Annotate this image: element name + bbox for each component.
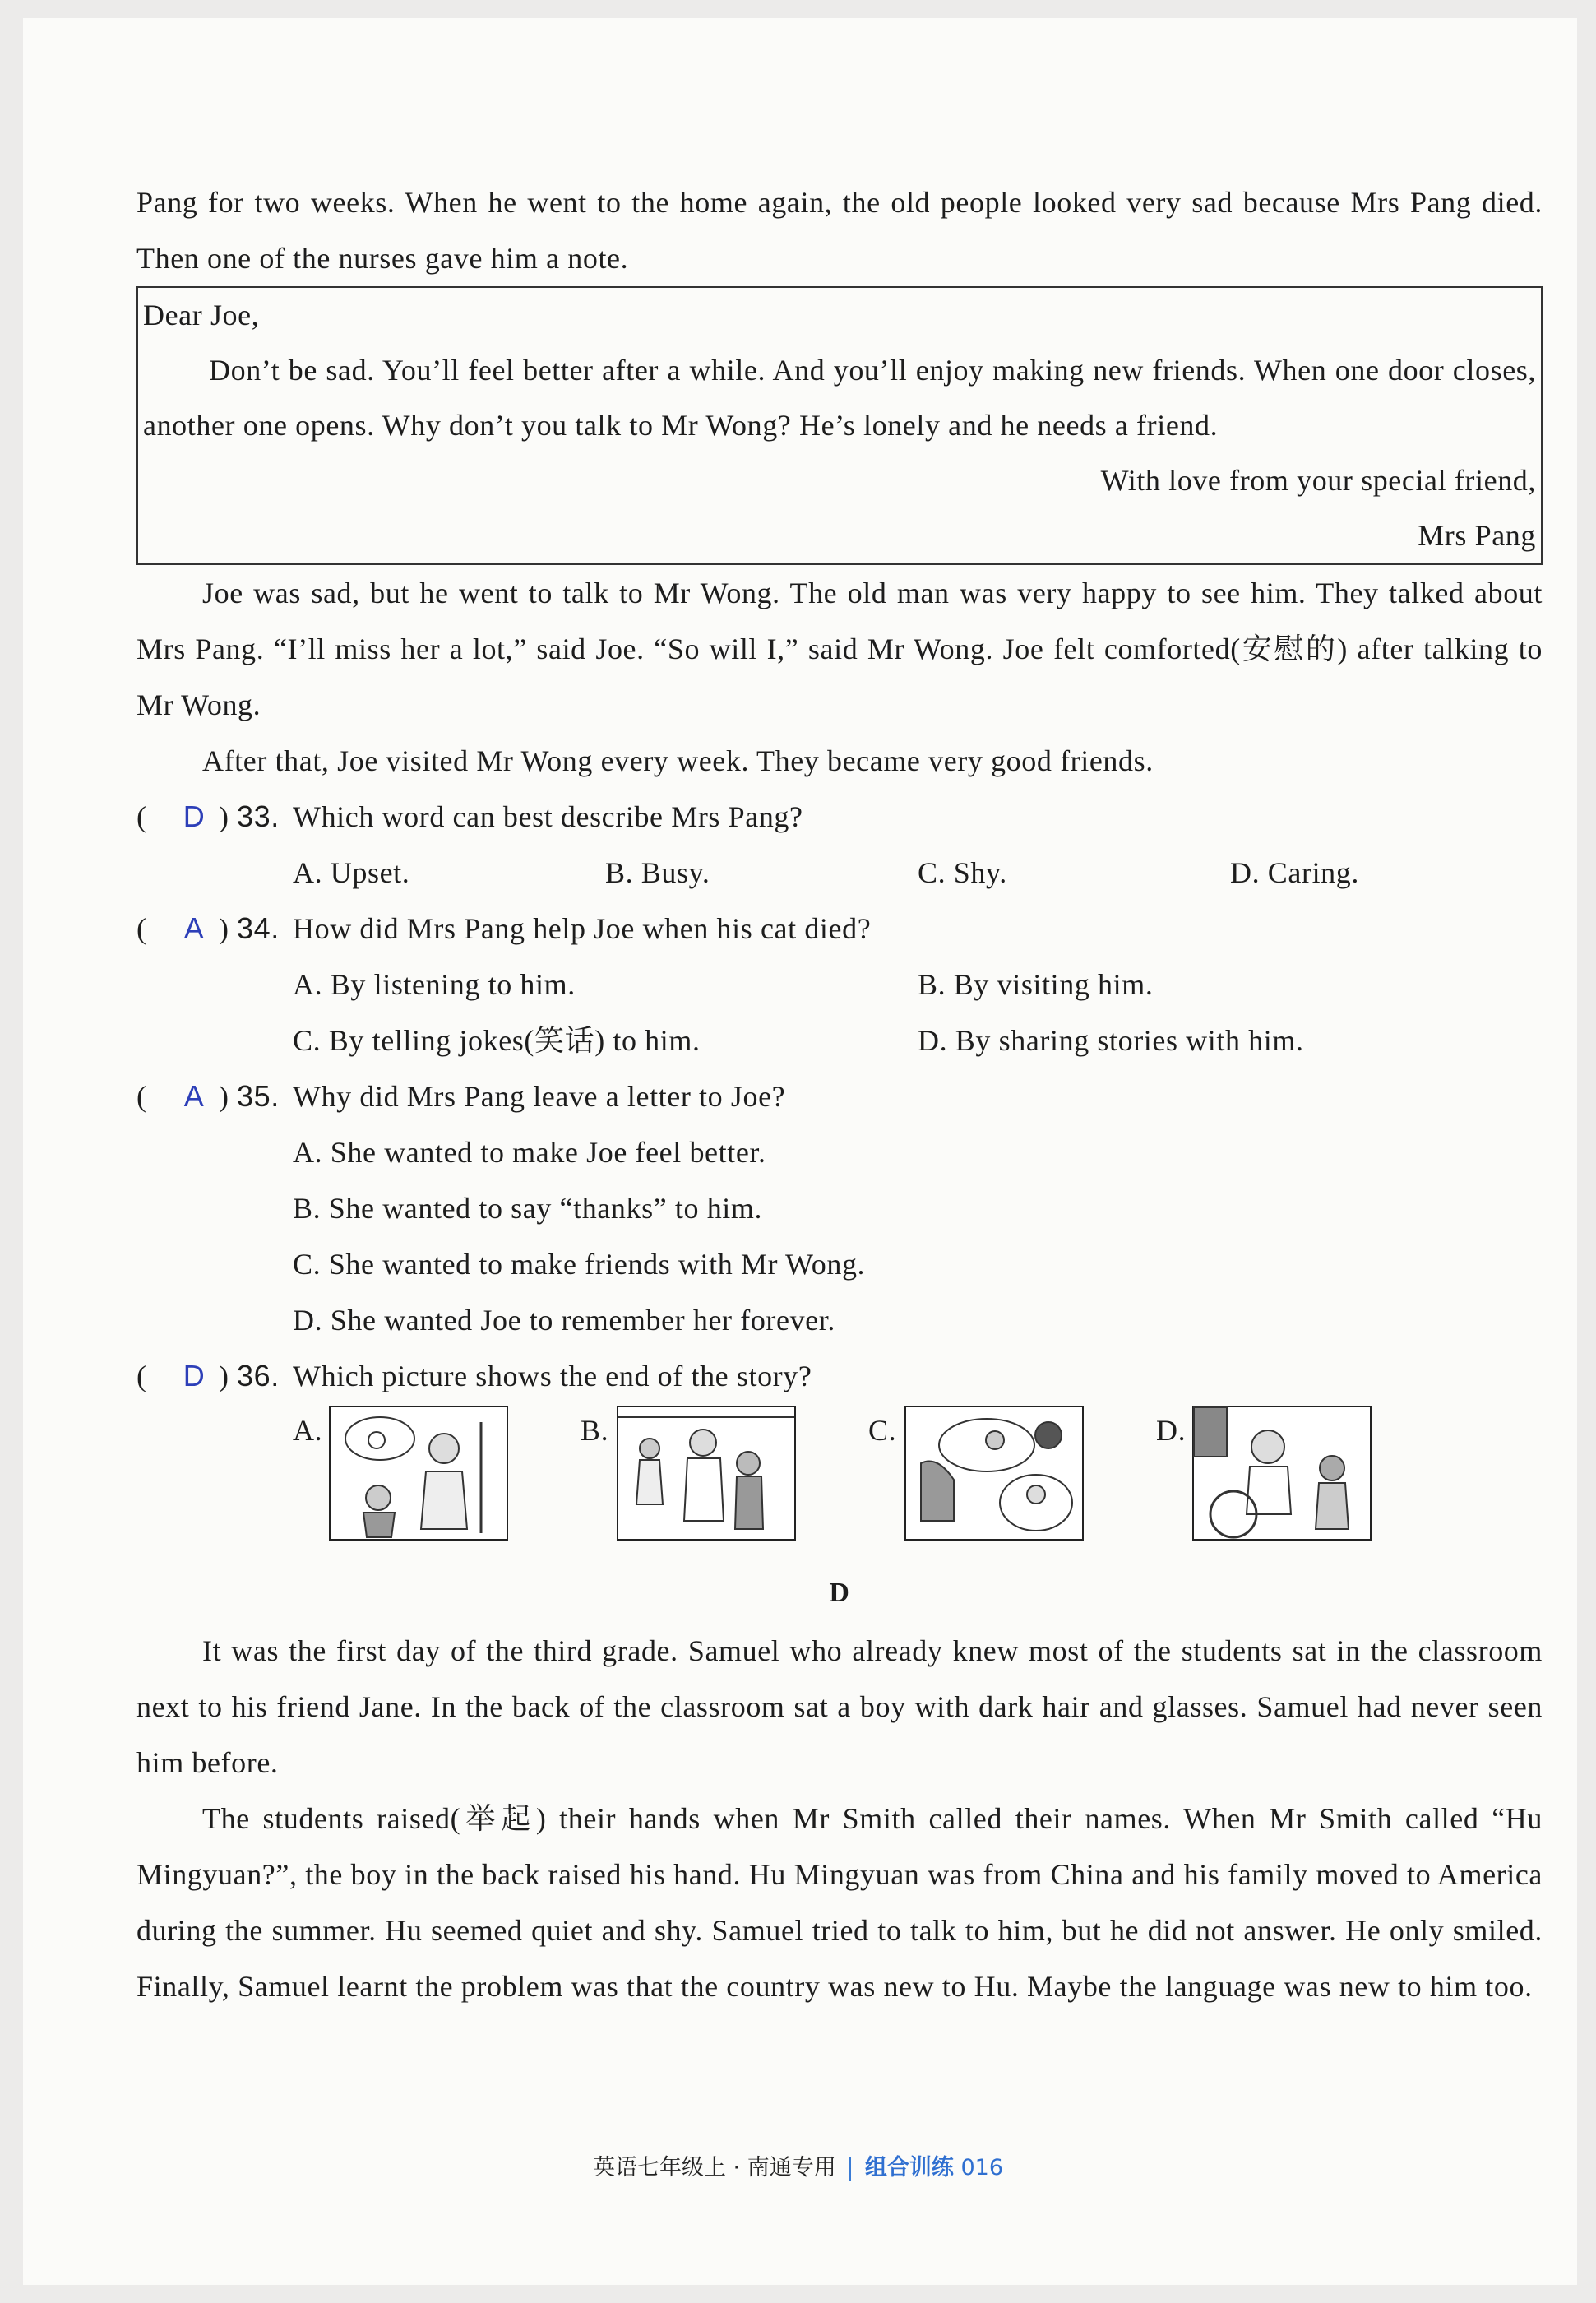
answer-paren-open: ( — [136, 912, 147, 945]
answer-paren-close: ) — [219, 1360, 229, 1392]
page-content — [136, 174, 1543, 2014]
wheelchair-friend-illustration — [1192, 1406, 1372, 1541]
picture-option-c — [868, 1406, 1156, 1554]
cat-memory-illustration — [329, 1406, 508, 1541]
page-footer — [0, 2149, 1596, 2181]
passage-c-paragraph-2: After that, Joe visited Mr Wong every week. They became very good friends. — [202, 744, 1154, 777]
question-35-option-c-row — [136, 1236, 1543, 1292]
question-number: 36. — [237, 1359, 280, 1392]
option-c: C. By telling jokes(笑话) to him. — [293, 1024, 701, 1057]
question-36-pictures — [136, 1406, 1543, 1554]
option-d: D. Caring. — [1230, 856, 1359, 889]
option-b: B. She wanted to say “thanks” to him. — [293, 1192, 763, 1225]
option-a: A. Upset. — [293, 856, 410, 889]
section-d-paragraph-1: It was the first day of the third grade. Samuel who already knew most of the students sat in the classroom next to his friend Jane. In the back of the classroom sat a boy with dark hair and glasses. Samuel had never seen him before. — [136, 1634, 1543, 1779]
question-text: How did Mrs Pang help Joe when his cat died? — [293, 912, 872, 945]
question-33-options — [136, 845, 1543, 901]
passage-c-intro: Pang for two weeks. When he went to the home again, the old people looked very sad because Mrs Pang died. Then one of the nurses gave him a note. — [136, 186, 1543, 275]
answer-mark: D — [183, 1359, 206, 1392]
note-greeting: Dear Joe, — [143, 299, 260, 331]
option-d: D. By sharing stories with him. — [918, 1024, 1304, 1057]
note-box — [136, 286, 1543, 565]
option-a-label: A. — [293, 1414, 323, 1447]
option-a: A. By listening to him. — [293, 968, 576, 1001]
section-d-paragraph-2: The students raised(举起) their hands when Mr Smith called their names. When Mr Smith called “Hu Mingyuan?”, the boy in the back raised his hand. Hu Mingyuan was from China and his family moved to America during the summer. Hu seemed quiet and shy. Samuel tried to talk to him, but he did not answer. He only smiled. Finally, Samuel learnt the problem was that the country was new to Hu. Maybe the language was new to him too. — [136, 1802, 1543, 2003]
note-closing: With love from your special friend, — [1100, 464, 1536, 497]
question-35-option-b-row — [136, 1180, 1543, 1236]
option-c: C. She wanted to make friends with Mr Wong. — [293, 1248, 866, 1281]
option-d-label: D. — [1156, 1414, 1187, 1447]
question-number: 34. — [237, 911, 280, 945]
group-visit-illustration — [617, 1406, 796, 1541]
section-d-heading: D — [829, 1578, 850, 1608]
option-b: B. Busy. — [605, 856, 710, 889]
picture-option-a — [293, 1406, 581, 1554]
note-body: Don’t be sad. You’ll feel better after a while. And you’ll enjoy making new friends. When one door closes, another one opens. Why don’t you talk to Mr Wong? He’s lonely and he needs a friend. — [143, 354, 1536, 442]
answer-paren-close: ) — [219, 912, 229, 945]
footer-series: 组合训练 — [864, 2155, 954, 2180]
question-number: 35. — [237, 1079, 280, 1113]
question-33 — [136, 789, 1543, 845]
answer-mark: A — [183, 911, 205, 945]
picture-option-b — [581, 1406, 868, 1554]
answer-paren-open: ( — [136, 800, 147, 833]
option-c-label: C. — [868, 1414, 897, 1447]
option-a: A. She wanted to make Joe feel better. — [293, 1136, 766, 1169]
option-b: B. By visiting him. — [918, 968, 1154, 1001]
dream-scene-illustration — [904, 1406, 1084, 1541]
answer-paren-open: ( — [136, 1080, 147, 1113]
question-text: Why did Mrs Pang leave a letter to Joe? — [293, 1080, 786, 1113]
question-35-option-a-row — [136, 1124, 1543, 1180]
textbook-page — [23, 18, 1577, 2285]
footer-book-title: 英语七年级上 · 南通专用 — [592, 2155, 836, 2180]
question-34 — [136, 901, 1543, 957]
option-c: C. Shy. — [918, 856, 1007, 889]
question-text: Which picture shows the end of the story? — [293, 1360, 812, 1392]
picture-option-d — [1156, 1406, 1444, 1554]
passage-c-paragraph-1: Joe was sad, but he went to talk to Mr Wong. The old man was very happy to see him. They talked about Mrs Pang. “I’ll miss her a lot,” said Joe. “So will I,” said Mr Wong. Joe felt comforted(安慰的) after talking to Mr Wong. — [136, 577, 1543, 721]
note-signature: Mrs Pang — [1418, 519, 1536, 552]
question-number: 33. — [237, 799, 280, 833]
footer-divider — [849, 2157, 851, 2181]
option-b-label: B. — [581, 1414, 609, 1447]
answer-paren-close: ) — [219, 800, 229, 833]
question-35-option-d-row — [136, 1292, 1543, 1348]
answer-mark: D — [183, 799, 206, 833]
footer-page-number: 016 — [960, 2155, 1004, 2180]
question-35 — [136, 1068, 1543, 1124]
question-text: Which word can best describe Mrs Pang? — [293, 800, 803, 833]
answer-paren-open: ( — [136, 1360, 147, 1392]
answer-paren-close: ) — [219, 1080, 229, 1113]
question-34-options-row-1 — [136, 957, 1543, 1012]
question-36 — [136, 1348, 1543, 1404]
option-d: D. She wanted Joe to remember her forever. — [293, 1304, 835, 1337]
question-34-options-row-2 — [136, 1012, 1543, 1068]
answer-mark: A — [183, 1079, 205, 1113]
